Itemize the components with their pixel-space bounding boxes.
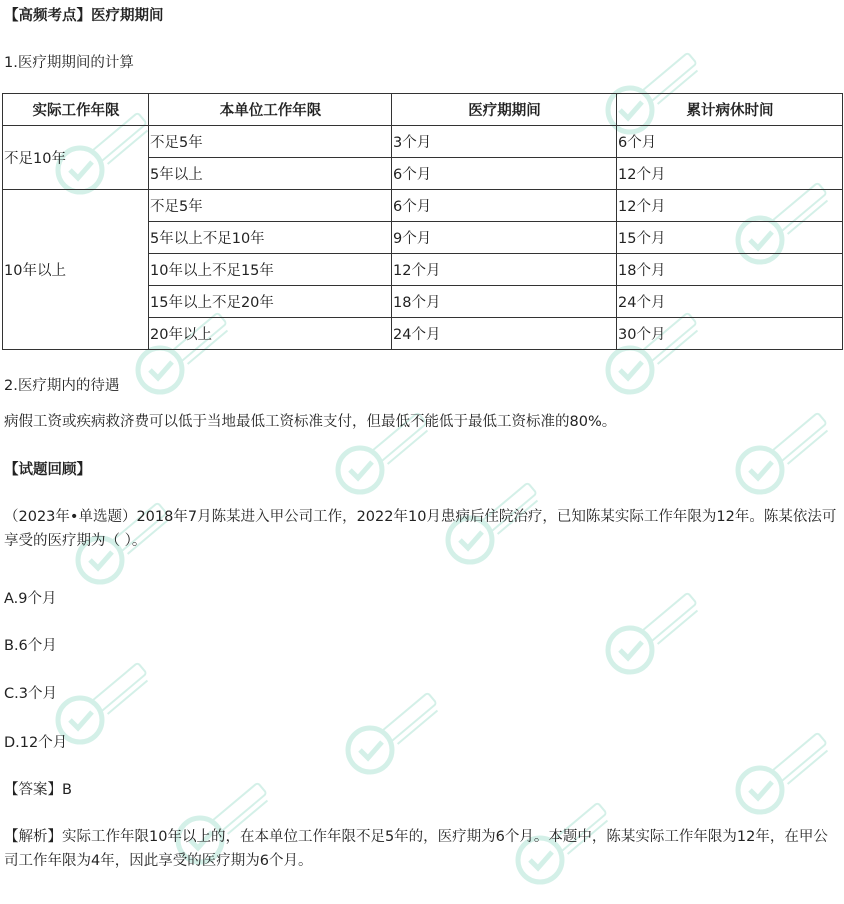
question-text: （2023年•单选题）2018年7月陈某进入甲公司工作，2022年10月患病后住院治疗，已知陈某实际工作年限为12年。陈某依法可享受的医疗期为（ ）。 — [4, 509, 837, 549]
table-cell: 18个月 — [392, 286, 617, 318]
table-cell: 6个月 — [392, 190, 617, 222]
option-a: A.9个月 — [4, 591, 57, 607]
table-header-row — [3, 94, 843, 126]
table-cell: 15个月 — [617, 222, 843, 254]
actual-years-cell: 10年以上 — [3, 190, 149, 350]
answer-line: 【答案】B — [4, 782, 72, 798]
watermark-logo-icon — [720, 400, 830, 510]
watermark-logo-icon — [720, 720, 830, 830]
column-header: 累计病休时间 — [617, 94, 843, 126]
option-c: C.3个月 — [4, 686, 57, 702]
column-header: 医疗期期间 — [392, 94, 617, 126]
section-2-title: 2.医疗期内的待遇 — [4, 378, 120, 394]
section-2-text: 病假工资或疾病救济费可以低于当地最低工资标准支付，但最低不能低于最低工资标准的80%。 — [4, 414, 617, 430]
table-cell: 12个月 — [617, 190, 843, 222]
watermark-logo-icon — [590, 580, 700, 690]
table-cell: 5年以上不足10年 — [149, 222, 392, 254]
option-d: D.12个月 — [4, 735, 68, 751]
table-cell: 5年以上 — [149, 158, 392, 190]
watermark-logo-icon — [330, 680, 440, 790]
table-cell: 24个月 — [392, 318, 617, 350]
column-header: 本单位工作年限 — [149, 94, 392, 126]
table-cell: 3个月 — [392, 126, 617, 158]
table-cell: 不足5年 — [149, 190, 392, 222]
table-cell: 30个月 — [617, 318, 843, 350]
column-header: 实际工作年限 — [3, 94, 149, 126]
table-row — [3, 126, 843, 158]
table-cell: 12个月 — [617, 158, 843, 190]
table-cell: 24个月 — [617, 286, 843, 318]
page-heading: 【高频考点】医疗期期间 — [4, 8, 164, 24]
review-heading: 【试题回顾】 — [4, 462, 91, 478]
table-cell: 20年以上 — [149, 318, 392, 350]
table-cell: 不足5年 — [149, 126, 392, 158]
actual-years-cell: 不足10年 — [3, 126, 149, 190]
table-cell: 18个月 — [617, 254, 843, 286]
table-cell: 15年以上不足20年 — [149, 286, 392, 318]
analysis-text: 【解析】实际工作年限10年以上的，在本单位工作年限不足5年的，医疗期为6个月。本题中，陈某实际工作年限为12年，在甲公司工作年限为4年，因此享受的医疗期为6个月。 — [4, 829, 828, 869]
table-cell: 9个月 — [392, 222, 617, 254]
table-cell: 10年以上不足15年 — [149, 254, 392, 286]
medical-period-table — [2, 93, 843, 350]
table-row — [3, 190, 843, 222]
table-cell: 12个月 — [392, 254, 617, 286]
section-1-title: 1.医疗期期间的计算 — [4, 55, 134, 71]
table-cell: 6个月 — [617, 126, 843, 158]
option-b: B.6个月 — [4, 638, 57, 654]
table-cell: 6个月 — [392, 158, 617, 190]
